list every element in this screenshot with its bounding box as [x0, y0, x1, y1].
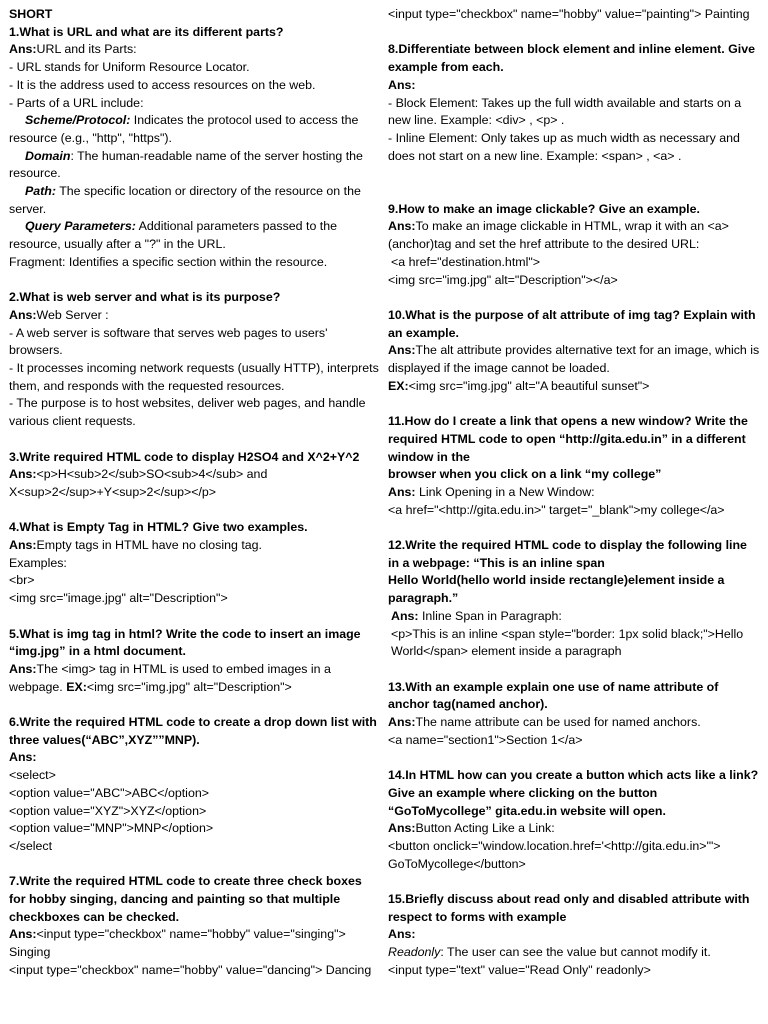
ex-label: EX:	[388, 378, 409, 393]
q9-line-1: <a href="destination.html">	[391, 254, 540, 269]
q4-block	[9, 519, 381, 608]
q1-answer	[9, 41, 381, 59]
q4-line-1: Examples:	[9, 555, 67, 570]
q10-example	[388, 378, 760, 396]
q1-scheme	[9, 112, 381, 147]
q14-question: 14.In HTML how can you create a button which acts like a link? Give an example where clicking on the button “GoToMycollege” gita.edu.in website will open.	[388, 768, 759, 818]
ans-label: Ans:	[388, 821, 416, 836]
q12-answer-text: Inline Span in Paragraph:	[418, 608, 562, 623]
q14-block	[388, 767, 760, 873]
q9-line-2: <img src="img.jpg" alt="Description"></a>	[388, 272, 618, 287]
q15-block	[388, 891, 760, 980]
query-text: Additional parameters passed to the resource, usually after a "?" in the URL.	[9, 219, 338, 252]
q5-answer	[9, 661, 381, 696]
q9-block	[388, 201, 760, 290]
q14-line-1: <button onclick="window.location.href='<http://gita.edu.in>'"> GoToMycollege</button>	[388, 838, 721, 871]
q15-question: 15.Briefly discuss about read only and disabled attribute with respect to forms with example	[388, 892, 750, 924]
q1-block	[9, 24, 381, 272]
q7-line-1: <input type="checkbox" name="hobby" value="dancing"> Dancing	[9, 962, 372, 977]
path-term: Path:	[25, 184, 56, 199]
ans-label: Ans:	[388, 484, 416, 499]
q7-answer	[9, 926, 381, 961]
q7-answer-text: <input type="checkbox" name="hobby" value="singing"> Singing	[9, 927, 346, 960]
ans-label: Ans:	[9, 538, 37, 553]
query-term: Query Parameters:	[25, 219, 136, 234]
q2-line-1: - A web server is software that serves web pages to users' browsers.	[9, 325, 328, 358]
q6-block	[9, 714, 381, 856]
ex-label: EX:	[66, 679, 87, 694]
q2-block	[9, 289, 381, 431]
q15-line-1: <input type="text" value="Read Only" readonly>	[388, 962, 651, 977]
domain-term: Domain	[25, 148, 71, 163]
q15-readonly	[388, 944, 760, 962]
q9-answer	[388, 218, 760, 253]
ans-label: Ans:	[388, 715, 416, 730]
q11-block	[388, 413, 760, 519]
q13-answer	[388, 714, 760, 732]
q8-question: 8.Differentiate between block element and inline element. Give example from each.	[388, 42, 756, 75]
section-header: SHORT	[9, 7, 53, 21]
q12-line-1: <p>This is an inline <span style="border: 1px solid black;">Hello World</span> element inside a paragraph	[391, 626, 744, 659]
q3-question: 3.Write required HTML code to display H2SO4 and X^2+Y^2	[9, 449, 360, 464]
q11-answer-text: Link Opening in a New Window:	[415, 484, 595, 499]
q6-question: 6.Write the required HTML code to create a drop down list with three values(“ABC”,XYZ””MNP).	[9, 715, 377, 747]
q13-question: 13.With an example explain one use of name attribute of anchor tag(named anchor).	[388, 679, 719, 712]
q7-line-2: <input type="checkbox" name="hobby" value="painting"> Painting	[388, 7, 750, 21]
q10-question: 10.What is the purpose of alt attribute of img tag? Explain with an example.	[388, 307, 756, 340]
q9-answer-text: To make an image clickable in HTML, wrap it with an <a> (anchor)tag and set the href attribute to the desired URL:	[388, 219, 729, 252]
q1-answer-text: URL and its Parts:	[36, 42, 137, 57]
q10-answer	[388, 342, 760, 377]
q6-line-3: <option value="XYZ">XYZ</option>	[9, 803, 207, 818]
ans-label: Ans:	[9, 467, 37, 482]
q14-answer	[388, 820, 760, 838]
q11-question: 11.How do I create a link that opens a new window? Write the required HTML code to open “http://gita.edu.in” in a different window in the	[388, 414, 748, 464]
ans-label: Ans:	[388, 77, 416, 92]
q13-block	[388, 679, 760, 750]
ans-label: Ans:	[9, 927, 37, 942]
readonly-term: Readonly	[388, 945, 441, 960]
q3-answer-text: <p>H<sub>2</sub>SO<sub>4</sub> and X<sup>2</sup>+Y<sup>2</sup></p>	[9, 467, 268, 499]
q1-domain	[9, 148, 381, 183]
q2-line-2: - It processes incoming network requests (usually HTTP), interprets them, and responds with the requested resources.	[9, 361, 379, 393]
domain-text: : The human-readable name of the server hosting the resource.	[9, 148, 363, 181]
right-column	[388, 6, 760, 980]
ans-label: Ans:	[9, 750, 37, 765]
ans-label: Ans:	[388, 219, 416, 234]
q10-example-text: <img src="img.jpg" alt="A beautiful sunset">	[408, 378, 650, 393]
ans-label: Ans:	[9, 661, 37, 676]
q2-answer-text: Web Server :	[36, 307, 109, 322]
q8-line-2: - Inline Element: Only takes up as much width as necessary and does not start on a new line. Example: <span> , <a> .	[388, 130, 740, 163]
q1-question: 1.What is URL and what are its different parts?	[9, 24, 284, 39]
ans-label: Ans:	[391, 608, 419, 623]
q5-answer-text: The <img> tag in HTML is used to embed images in a webpage.	[9, 661, 331, 694]
q6-line-1: <select>	[9, 768, 56, 783]
ans-label: Ans:	[9, 42, 37, 57]
q6-line-2: <option value="ABC">ABC</option>	[9, 785, 209, 800]
q1-path	[9, 183, 381, 218]
q1-fragment: Fragment: Identifies a specific section within the resource.	[9, 254, 328, 269]
q4-answer-text: Empty tags in HTML have no closing tag.	[36, 538, 262, 553]
q7-question: 7.Write the required HTML code to create three check boxes for hobby singing, dancing and painting so that multiple checkboxes can be checked.	[9, 874, 362, 924]
q2-line-3: - The purpose is to host websites, deliver web pages, and handle various client requests.	[9, 396, 366, 429]
q5-question: 5.What is img tag in html? Write the code to insert an image “img.jpg” in a html document.	[9, 626, 361, 659]
q6-line-4: <option value="MNP">MNP</option>	[9, 821, 214, 836]
ans-label: Ans:	[388, 343, 416, 358]
q6-line-5: </select	[9, 838, 53, 853]
ans-label: Ans:	[388, 927, 416, 942]
scheme-term: Scheme/Protocol:	[25, 113, 131, 128]
path-text: The specific location or directory of the resource on the server.	[9, 184, 361, 216]
ans-label: Ans:	[9, 307, 37, 322]
scheme-text: Indicates the protocol used to access the resource (e.g., "http", "https").	[9, 113, 359, 145]
q5-block	[9, 626, 381, 697]
q4-question: 4.What is Empty Tag in HTML? Give two examples.	[9, 520, 308, 535]
q4-line-3: <img src="image.jpg" alt="Description">	[9, 591, 228, 606]
q12-block	[388, 537, 760, 661]
q11-answer	[388, 484, 760, 502]
left-column	[9, 6, 381, 980]
q1-line-3: - Parts of a URL include:	[9, 95, 144, 110]
q14-answer-text: Button Acting Like a Link:	[415, 821, 555, 836]
q3-answer	[9, 466, 381, 501]
q1-line-2: - It is the address used to access resources on the web.	[9, 77, 316, 92]
q7-continued-block	[388, 6, 760, 24]
q10-block	[388, 307, 760, 396]
q9-question: 9.How to make an image clickable? Give an example.	[388, 201, 700, 216]
q12-question-cont: Hello World(hello world inside rectangle)element inside a paragraph.”	[388, 573, 725, 606]
readonly-text: : The user can see the value but cannot modify it.	[440, 945, 711, 960]
q4-answer	[9, 537, 381, 555]
q1-line-1: - URL stands for Uniform Resource Locator.	[9, 60, 250, 75]
q11-line-1: <a href="<http://gita.edu.in>" target="_blank">my college</a>	[388, 502, 725, 517]
q10-answer-text: The alt attribute provides alternative text for an image, which is displayed if the image cannot be loaded.	[388, 343, 760, 376]
q2-question: 2.What is web server and what is its purpose?	[9, 290, 281, 305]
q5-example-text: <img src="img.jpg" alt="Description">	[86, 679, 292, 694]
q3-block	[9, 449, 381, 502]
q13-answer-text: The name attribute can be used for named anchors.	[415, 715, 701, 730]
q7-block	[9, 873, 381, 979]
q2-answer	[9, 307, 381, 325]
q11-question-cont: browser when you click on a link “my college”	[388, 467, 662, 482]
q8-block	[388, 41, 760, 165]
q13-line-1: <a name="section1">Section 1</a>	[388, 732, 583, 747]
q4-line-2: <br>	[9, 573, 35, 588]
q8-line-1: - Block Element: Takes up the full width available and starts on a new line. Example: <div> , <p> .	[388, 95, 742, 128]
q1-query	[9, 218, 381, 253]
q12-question: 12.Write the required HTML code to display the following line in a webpage: “This is an inline span	[388, 538, 747, 570]
q12-answer	[388, 608, 760, 626]
